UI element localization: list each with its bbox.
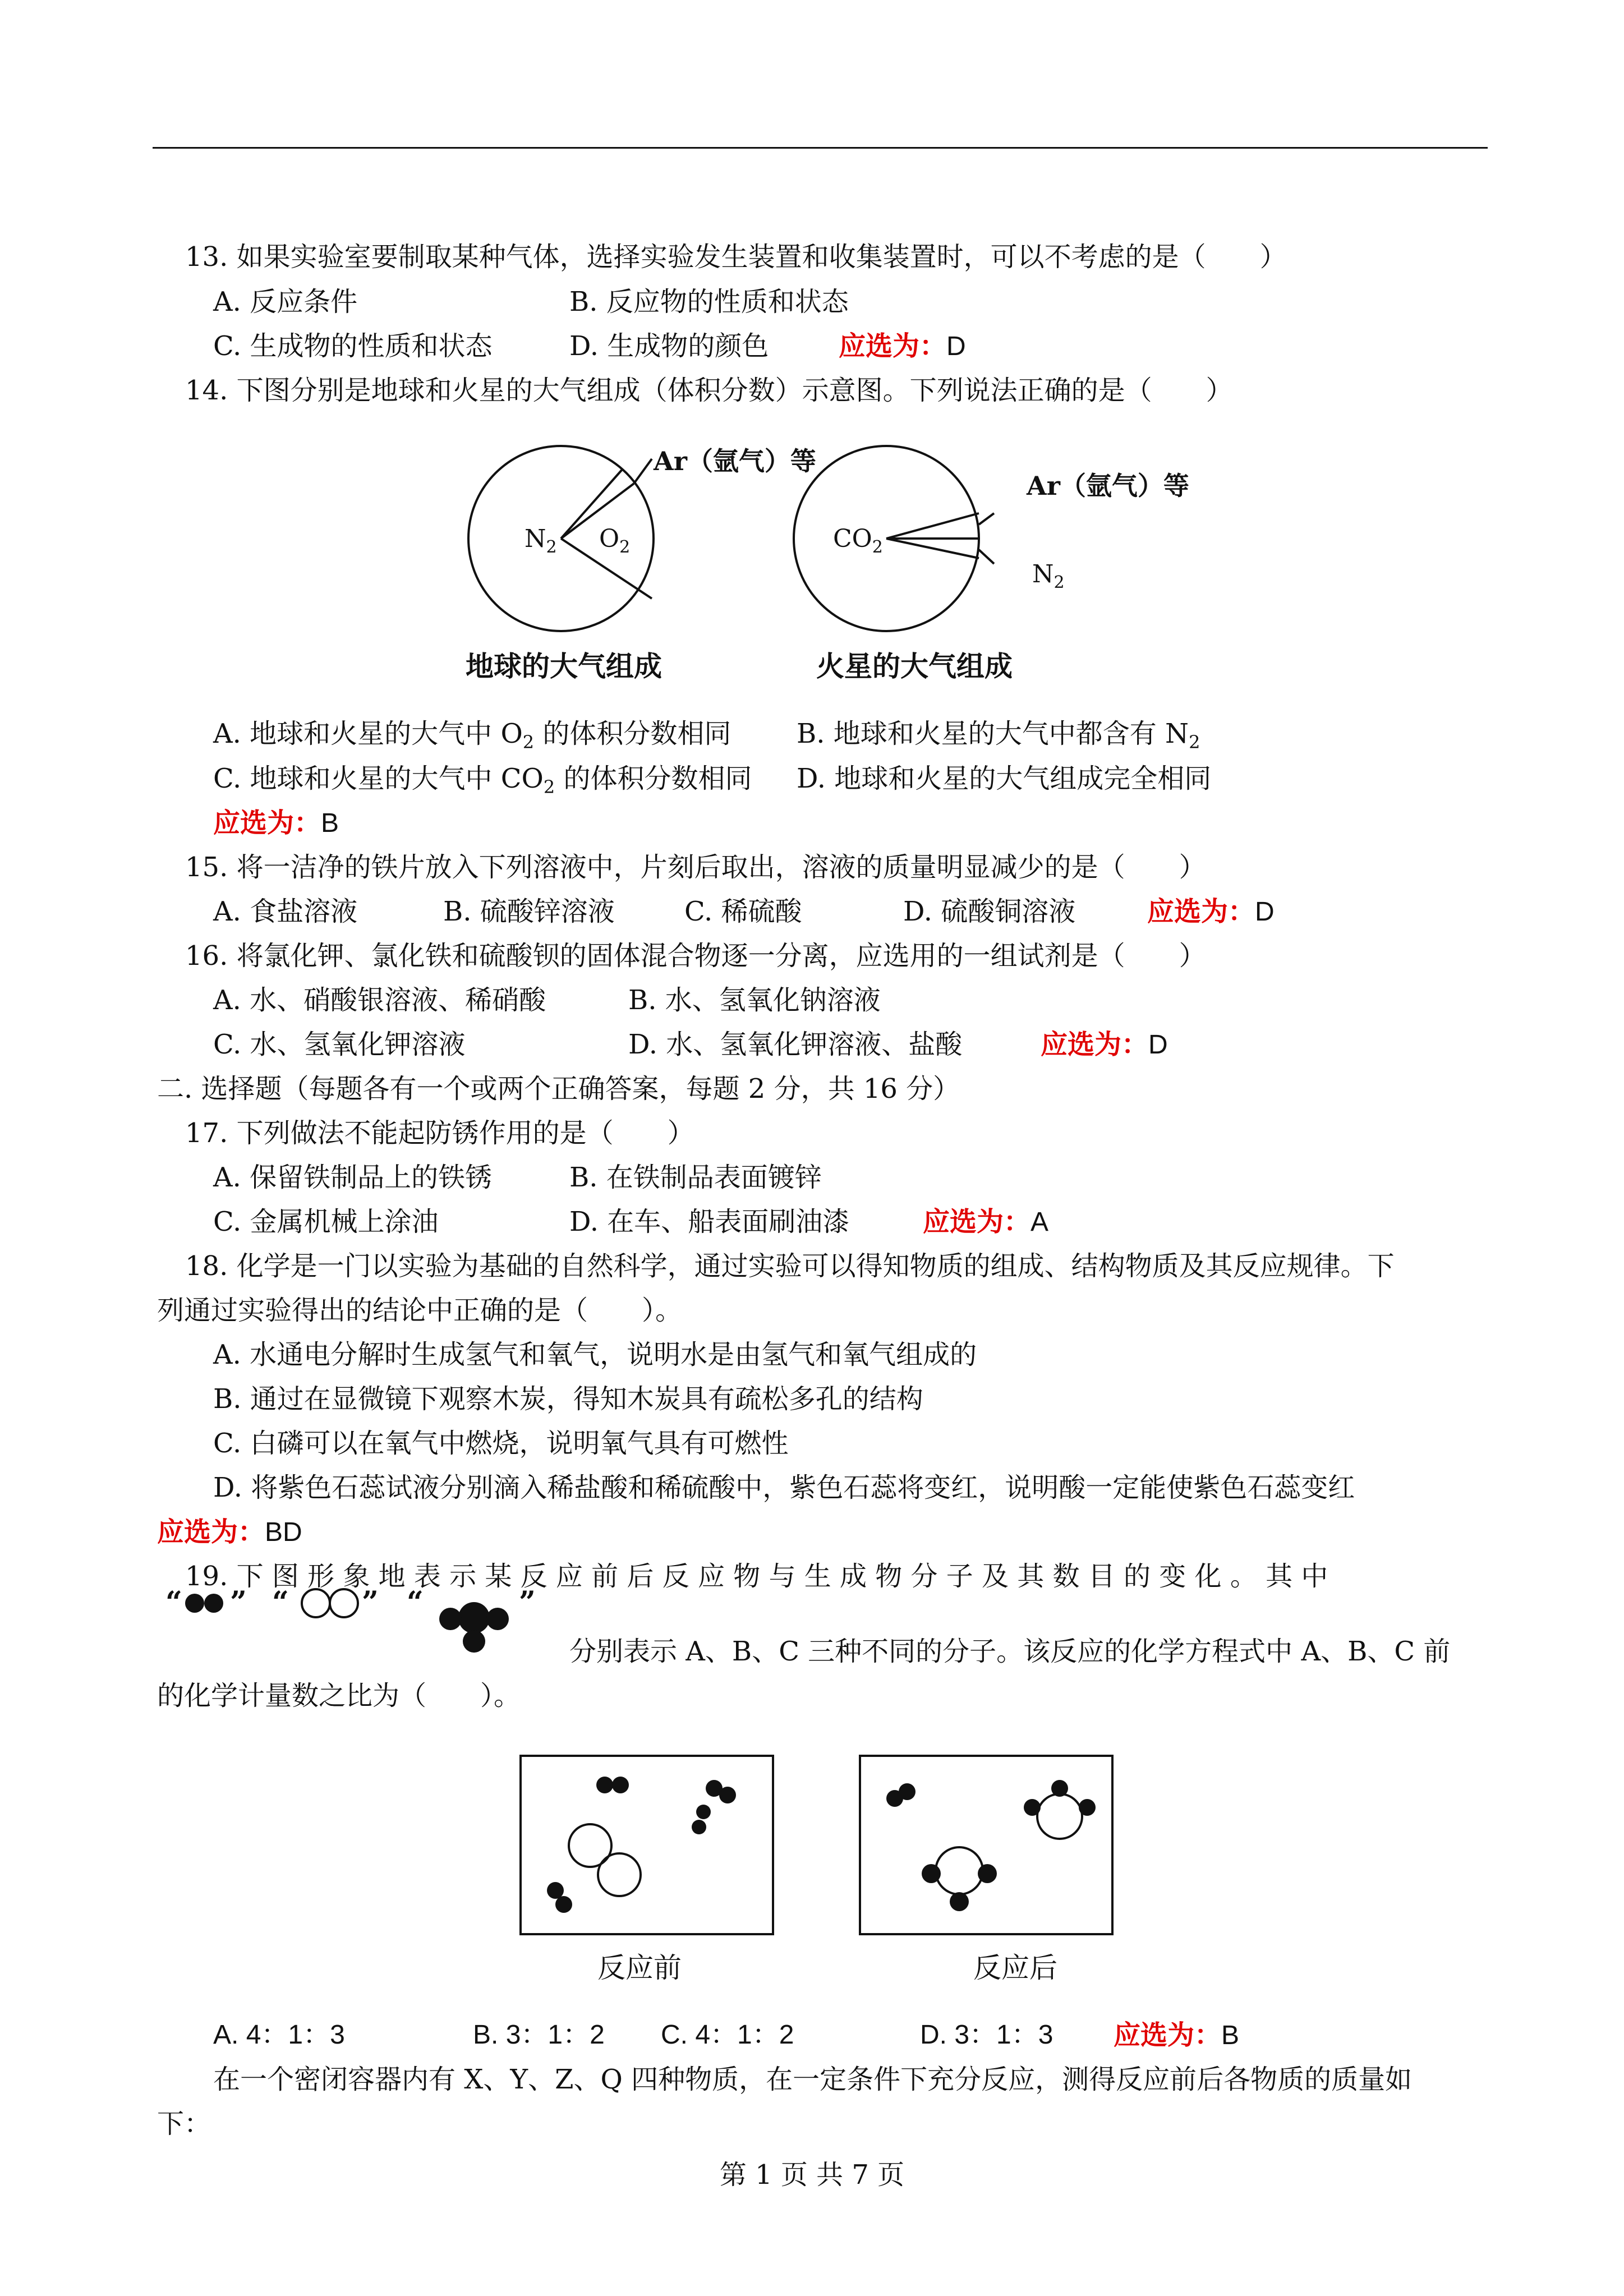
q16-stem: 16. 将氯化钾、氯化铁和硫酸钡的固体混合物逐一分离，应选用的一组试剂是（ ） [185,940,1206,972]
svg-text:”: ” [230,1585,247,1619]
answer-value: D [946,332,966,361]
before-box [521,1756,773,1934]
q18-option-d: D. 将紫色石蕊试液分别滴入稀盐酸和稀硫酸中，紫色石蕊将变红，说明酸一定能使紫色石蕊变红 [213,1472,1355,1503]
q15-stem: 15. 将一洁净的铁片放入下列溶液中，片刻后取出，溶液的质量明显减少的是（ ） [185,852,1206,883]
q13-option-b: B. 反应物的性质和状态 [569,286,849,318]
q15-option-d: D. 硫酸铜溶液 [903,896,1076,927]
q14-answer: 应选为：B [213,807,339,839]
q14-option-d: D. 地球和火星的大气组成完全相同 [797,763,1212,794]
q14-option-b: B. 地球和火星的大气中都含有 $N_2$ [797,718,1200,753]
mars-co2-label: $CO_2$ [833,524,883,557]
q19-option-d: D. 3：1：3 [920,2020,1053,2050]
q16-answer: 应选为：D [1041,1029,1168,1060]
q17-option-b: B. 在铁制品表面镀锌 [569,1162,822,1193]
q14-option-a: A. 地球和火星的大气中 $O_2$ 的体积分数相同 [213,718,732,753]
intro-line-2: 下： [157,2108,211,2139]
q17-option-c: C. 金属机械上涂油 [213,1206,439,1237]
svg-text:“: “ [272,1585,289,1619]
after-box [860,1756,1112,1934]
svg-text:”: ” [362,1585,379,1619]
q19-option-b: B. 3：1：2 [473,2020,605,2050]
q19-answer: 应选为：B [1114,2019,1240,2051]
q13-option-a: A. 反应条件 [213,286,358,318]
q18-stem-line-2: 列通过实验得出的结论中正确的是（ ）。 [157,1295,683,1326]
section-2-heading: 二. 选择题（每题各有一个或两个正确答案，每题 2 分，共 16 分） [157,1073,960,1105]
q13-answer [839,329,966,364]
q19-stem-line-3: 的化学计量数之比为（ ）。 [157,1680,521,1711]
reaction-diagram [516,1745,1122,1947]
q18-stem-line-1: 18. 化学是一门以实验为基础的自然科学，通过实验可以得知物质的组成、结构物质及其反应规律。下 [185,1250,1395,1282]
q15-option-a: A. 食盐溶液 [213,896,358,927]
q13-stem: 13. 如果实验室要制取某种气体，选择实验发生装置和收集装置时，可以不考虑的是（ ） [185,241,1287,273]
q13-option-d: D. 生成物的颜色 [569,330,769,362]
q14-stem: 14. 下图分别是地球和火星的大气组成（体积分数）示意图。下列说法正确的是（ ） [185,375,1233,406]
earth-caption: 地球的大气组成 [466,650,662,683]
svg-text:”: ” [519,1585,536,1619]
q19-option-a: A. 4：1：3 [213,2020,345,2050]
molecule-legend [165,1585,547,1669]
q19-stem-line-2: 分别表示 A、B、C 三种不同的分子。该反应的化学方程式中 A、B、C 前 [569,1636,1451,1667]
q16-option-d: D. 水、氢氧化钾溶液、盐酸 [628,1029,963,1060]
q19-option-c: C. 4：1：2 [661,2020,794,2050]
q18-option-c: C. 白磷可以在氧气中燃烧，说明氧气具有可燃性 [213,1428,789,1459]
q15-answer: 应选为：D [1147,896,1275,927]
header-rule [153,147,1488,149]
q16-option-c: C. 水、氢氧化钾溶液 [213,1029,466,1060]
mars-pie [794,446,994,631]
intro-line-1: 在一个密闭容器内有 X、Y、Z、Q 四种物质，在一定条件下充分反应，测得反应前后各物质的质量如 [213,2064,1413,2095]
q18-option-a: A. 水通电分解时生成氢气和氧气，说明水是由氢气和氧气组成的 [213,1339,977,1370]
page-footer: 第 1 页 共 7 页 [719,2159,905,2191]
mars-caption: 火星的大气组成 [816,650,1013,683]
q17-option-a: A. 保留铁制品上的铁锈 [213,1162,493,1193]
q17-stem: 17. 下列做法不能起防锈作用的是（ ） [185,1117,694,1149]
mars-n2-label: $N_2$ [1032,560,1065,592]
earth-ar-label: Ar（氩气）等 [654,446,816,476]
q19-stem-line-1: 19. 下 图 形 象 地 表 示 某 反 应 前 后 反 应 物 与 生 成 物 分 子 及 其 数 目 的 变 化 。 其 中 [185,1561,1328,1592]
q18-option-b: B. 通过在显微镜下观察木炭，得知木炭具有疏松多孔的结构 [213,1383,923,1415]
q15-option-b: B. 硫酸锌溶液 [443,896,615,927]
q17-answer: 应选为：A [923,1206,1049,1237]
earth-n2-label: $N_2$ [525,524,557,557]
earth-o2-label: $O_2$ [599,524,631,557]
q17-option-d: D. 在车、船表面刷油漆 [569,1206,850,1237]
q16-option-b: B. 水、氢氧化钠溶液 [628,984,881,1016]
after-caption: 反应后 [973,1952,1057,1984]
svg-text:“: “ [165,1585,182,1619]
answer-label: 应选为： [839,330,947,362]
atmosphere-diagrams [449,432,1234,668]
mars-ar-label: Ar（氩气）等 [1027,471,1189,501]
q15-option-c: C. 稀硫酸 [684,896,802,927]
svg-text:“: “ [407,1585,424,1619]
q16-option-a: A. 水、硝酸银溶液、稀硝酸 [213,984,546,1016]
q13-option-c: C. 生成物的性质和状态 [213,330,493,362]
before-caption: 反应前 [597,1952,682,1984]
q14-option-c: C. 地球和火星的大气中 $CO_2$ 的体积分数相同 [213,763,752,798]
q18-answer: 应选为：BD [157,1516,302,1548]
